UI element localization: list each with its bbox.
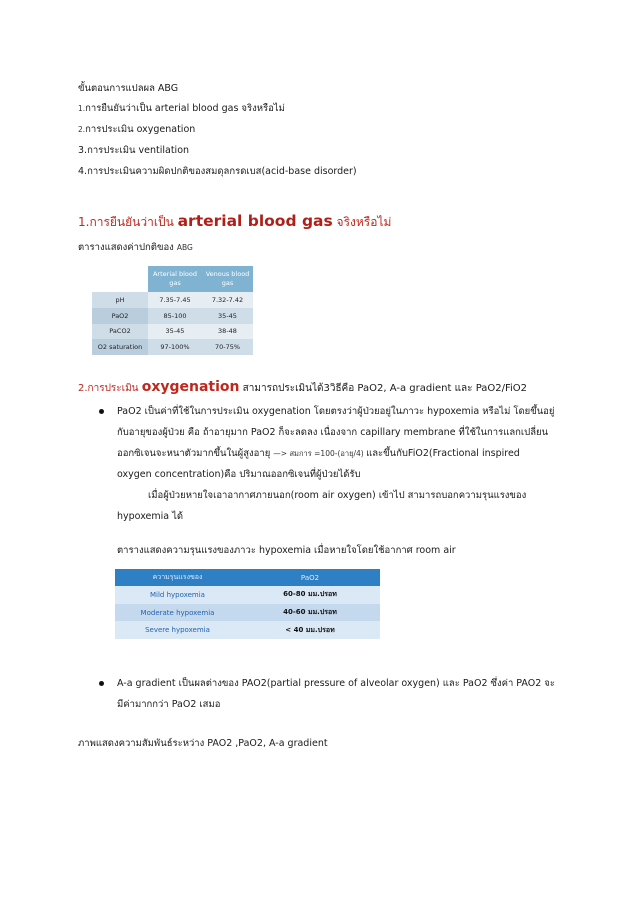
bullet-icon bbox=[99, 681, 104, 686]
step-1-number: 1. bbox=[78, 104, 86, 113]
step-2 bbox=[78, 123, 195, 136]
section-1-heading-tail: จริงหรือไม่ bbox=[332, 215, 392, 229]
step-3: 3.การประเมิน ventilation bbox=[78, 145, 190, 156]
table-row bbox=[92, 292, 253, 308]
severity-label: Mild hypoxemia bbox=[115, 586, 240, 604]
severity-pao2-value: 60-80 มม.ปรอท bbox=[240, 586, 380, 604]
table-row bbox=[115, 586, 380, 604]
section-2-heading-tail: สามารถประเมินได้3วิธีคือ PaO2, A-a gradient และ PaO2/FiO2 bbox=[239, 383, 528, 394]
bullet-1-line-2: กับอายุของผู้ป่วย คือ ถ้าอายุมาก PaO2 ก็จะลดลง เนื่องจาก capillary membrane ที่ใช้ในการแลกเปลี่ยน bbox=[117, 427, 549, 438]
severity-pao2-value: 40-60 มม.ปรอท bbox=[240, 604, 380, 622]
steps-title: ขั้นตอนการแปลผล ABG bbox=[78, 83, 179, 94]
abg-arterial-value: 97-100% bbox=[148, 339, 202, 355]
figure-caption: ภาพแสดงความสัมพันธ์ระหว่าง PAO2 ,PaO2, A-a gradient bbox=[78, 738, 328, 749]
step-1 bbox=[78, 102, 285, 115]
section-2-heading-thai: 2.การประเมิน bbox=[78, 383, 142, 394]
bullet-1-line-4: oxygen concentration)คือ ปริมาณออกซิเจนที่ผู้ป่วยได้รับ bbox=[117, 469, 361, 480]
section-1-heading-en: arterial blood gas bbox=[177, 212, 333, 230]
abg-venous-value: 35-45 bbox=[202, 308, 253, 324]
bullet-2-line-1: A-a gradient เป็นผลต่างของ PAO2(partial pressure of alveolar oxygen) และ PaO2 ซึ่งค่า PAO2 จะ bbox=[117, 678, 555, 689]
abg-header-arterial: Arterial blood gas bbox=[148, 266, 202, 292]
section-1-heading-thai: 1.การยืนยันว่าเป็น bbox=[78, 215, 178, 229]
bullet-1-line-5: เมื่อผู้ป่วยหายใจเอาอากาศภายนอก(room air oxygen) เข้าไป สามารถบอกความรุนแรงของ bbox=[148, 490, 527, 501]
bullet-1-line-3a: ออกซิเจนจะหนาตัวมากขึ้นในผู้สูงอายุ bbox=[117, 448, 274, 459]
abg-row-label: PaO2 bbox=[92, 308, 148, 324]
step-2-text: การประเมิน oxygenation bbox=[85, 124, 196, 135]
abg-arterial-value: 85-100 bbox=[148, 308, 202, 324]
abg-header-venous: Venous blood gas bbox=[202, 266, 253, 292]
abg-header-blank bbox=[92, 266, 148, 292]
severity-pao2-value: < 40 มม.ปรอท bbox=[240, 621, 380, 639]
table-row bbox=[92, 324, 253, 340]
abg-table-caption-text: ตารางแสดงค่าปกติของ bbox=[78, 242, 177, 253]
abg-normal-values-table bbox=[92, 266, 253, 355]
severity-table-caption: ตารางแสดงความรุนแรงของภาวะ hypoxemia เมื่อหายใจโดยใช้อากาศ room air bbox=[117, 545, 456, 556]
bullet-1-line-6: hypoxemia ได้ bbox=[117, 511, 184, 522]
severity-table-header bbox=[115, 569, 380, 586]
severity-label: Severe hypoxemia bbox=[115, 621, 240, 639]
step-1-text: การยืนยันว่าเป็น arterial blood gas จริงหรือไม่ bbox=[85, 103, 285, 114]
table-row bbox=[115, 621, 380, 639]
table-row bbox=[92, 339, 253, 355]
step-2-number: 2. bbox=[78, 125, 86, 134]
abg-table-caption-abg: ABG bbox=[176, 243, 193, 252]
bullet-1-line-3 bbox=[117, 447, 520, 460]
abg-arterial-value: 35-45 bbox=[148, 324, 202, 340]
table-row bbox=[115, 604, 380, 622]
section-2-heading bbox=[78, 379, 527, 397]
section-2-heading-en: oxygenation bbox=[141, 379, 240, 395]
hypoxemia-severity-table bbox=[115, 569, 380, 639]
abg-venous-value: 70-75% bbox=[202, 339, 253, 355]
abg-row-label: pH bbox=[92, 292, 148, 308]
step-4: 4.การประเมินความผิดปกติของสมดุลกรดเบส(acid-base disorder) bbox=[78, 166, 357, 177]
abg-table-caption bbox=[78, 241, 193, 254]
bullet-2-line-2: มีค่ามากกว่า PaO2 เสมอ bbox=[117, 699, 221, 710]
bullet-1-equation: —> สมการ =100-(อายุ/4) bbox=[273, 449, 367, 458]
severity-label: Moderate hypoxemia bbox=[115, 604, 240, 622]
abg-arterial-value: 7.35-7.45 bbox=[148, 292, 202, 308]
severity-header-label: ความรุนแรงของ bbox=[115, 569, 240, 586]
table-row bbox=[92, 308, 253, 324]
bullet-icon bbox=[99, 409, 104, 414]
abg-venous-value: 7.32-7.42 bbox=[202, 292, 253, 308]
section-1-heading bbox=[78, 212, 391, 231]
abg-venous-value: 38-48 bbox=[202, 324, 253, 340]
bullet-1-line-3c: และขึ้นกับFiO2(Fractional inspired bbox=[366, 448, 520, 459]
bullet-1-line-1: PaO2 เป็นค่าที่ใช้ในการประเมิน oxygenation โดยตรงว่าผู้ป่วยอยู่ในภาวะ hypoxemia หรือไม่ โดยขึ้นอยู่ bbox=[117, 406, 555, 417]
abg-row-label: O2 saturation bbox=[92, 339, 148, 355]
severity-header-pao2: PaO2 bbox=[240, 569, 380, 586]
abg-row-label: PaCO2 bbox=[92, 324, 148, 340]
abg-table-header bbox=[92, 266, 253, 292]
